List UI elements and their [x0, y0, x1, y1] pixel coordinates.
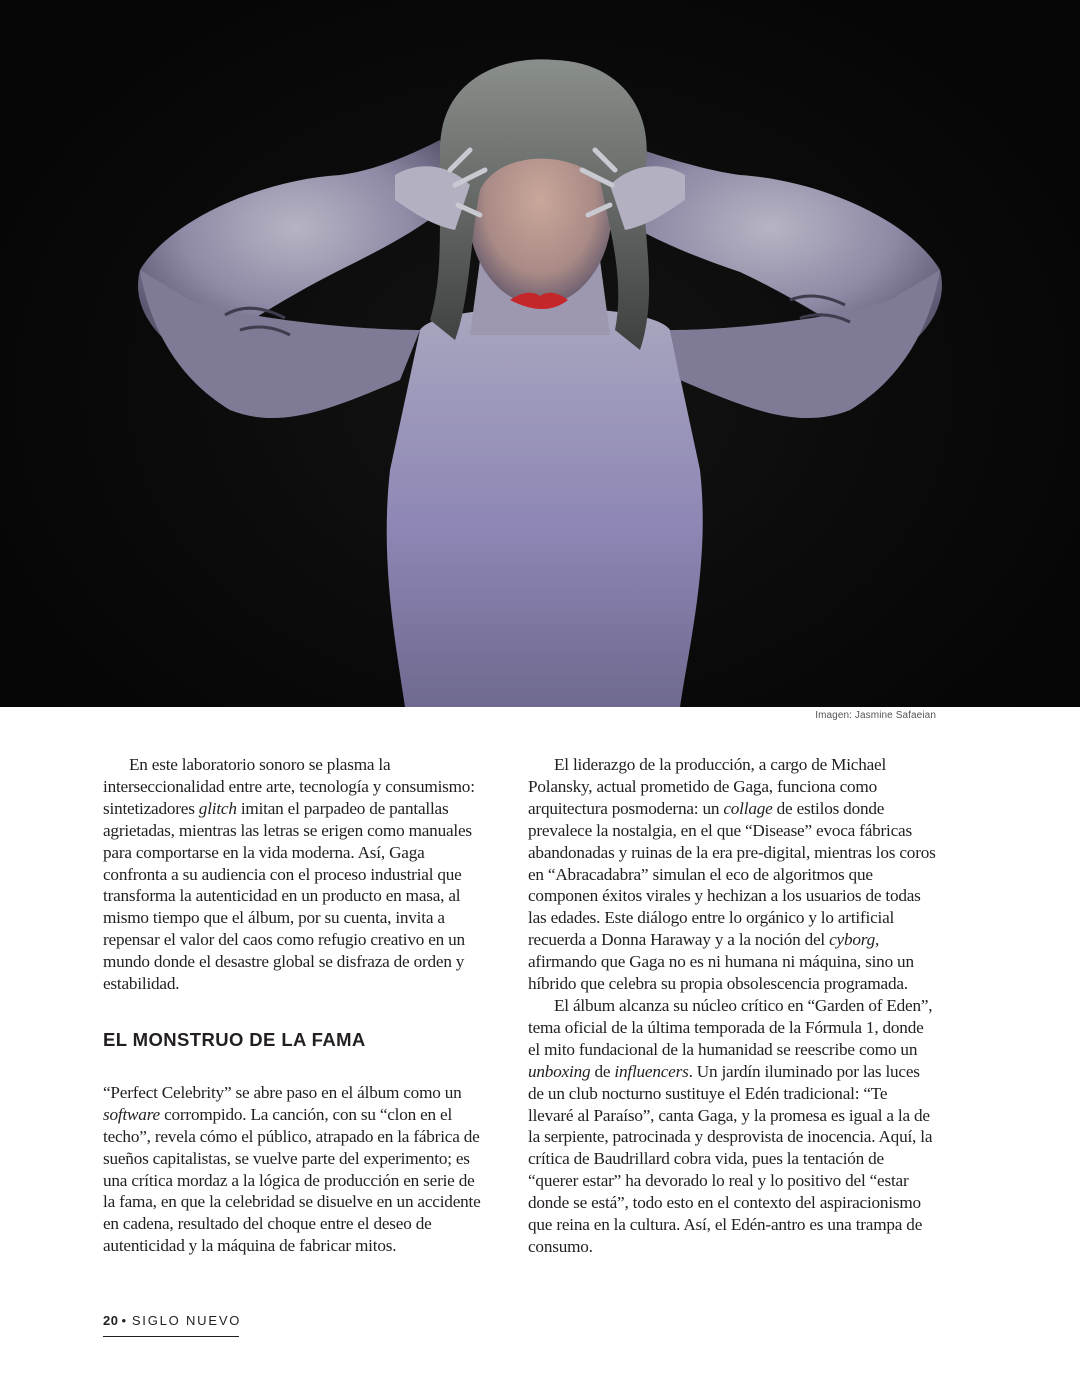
left-column	[103, 754, 486, 1257]
paragraph: El álbum alcanza su núcleo crítico en “Garden of Eden”, tema oficial de la última temporada de la Fórmula 1, donde el mito fundacional de la humanidad se reescribe como un unboxing de influencers. Un jardín iluminado por las luces de un club nocturno sustituye el Edén tradicional: “Te llevaré al Paraíso”, canta Gaga, y la promesa es igual a la de la serpiente, patrocinada y desprovista de inocencia. Aquí, la crítica de Baudrillard cobra vida, pues la tentación de “querer estar” ha devorado lo real y lo positivo del “estar donde se está”, todo esto en el contexto del aspiracionismo que reina en la cultura. Así, el Edén-antro es una trampa de consumo.	[528, 995, 933, 1256]
right-column	[528, 754, 936, 1258]
section-heading: EL MONSTRUO DE LA FAMA	[103, 1028, 366, 1050]
page-folio	[103, 1313, 241, 1328]
paragraph: “Perfect Celebrity” se abre paso en el álbum como un software corrompido. La canción, con su “clon en el techo”, revela cómo el público, atrapado en la fábrica de sueños capitalistas, se vuelve parte del experimento; es una crítica mordaz a la lógica de producción en serie de la fama, en que la celebridad se disuelve en un accidente en cadena, resultado del choque entre el deseo de autenticidad y la máquina de fabricar mitos.	[103, 1082, 481, 1256]
photo-credit: Imagen: Jasmine Safaeian	[815, 710, 936, 721]
folio-divider	[103, 1336, 239, 1337]
paragraph: El liderazgo de la producción, a cargo de Michael Polansky, actual prometido de Gaga, funciona como arquitectura posmoderna: un collage de estilos donde prevalece la nostalgia, en el que “Disease” evoca fábricas abandonadas y ruinas de la era pre-digital, mientras los coros en “Abracadabra” simulan el eco de algoritmos que componen éxitos virales y hechizan a los usuarios de todas las edades. Este diálogo entre lo orgánico y lo artificial recuerda a Donna Haraway y a la noción del cyborg, afirmando que Gaga no es ni humana ni máquina, sino un híbrido que celebra su propia obsolescencia programada.	[528, 755, 936, 994]
folio-separator: •	[121, 1313, 128, 1328]
publication-name: SIGLO NUEVO	[131, 1313, 242, 1328]
paragraph: En este laboratorio sonoro se plasma la interseccionalidad entre arte, tecnología y consumismo: sintetizadores glitch imitan el parpadeo de pantallas agrietadas, mientras las letras se erigen como manuales para comportarse en la vida moderna. Así, Gaga confronta a su audiencia con el proceso industrial que transforma la autenticidad en un producto en masa, al mismo tiempo que el álbum, por su cuenta, invita a repensar el valor del caos como refugio creativo en un mundo donde el desastre global se disfraza de orden y estabilidad.	[103, 755, 475, 994]
page-number: 20	[103, 1313, 119, 1328]
